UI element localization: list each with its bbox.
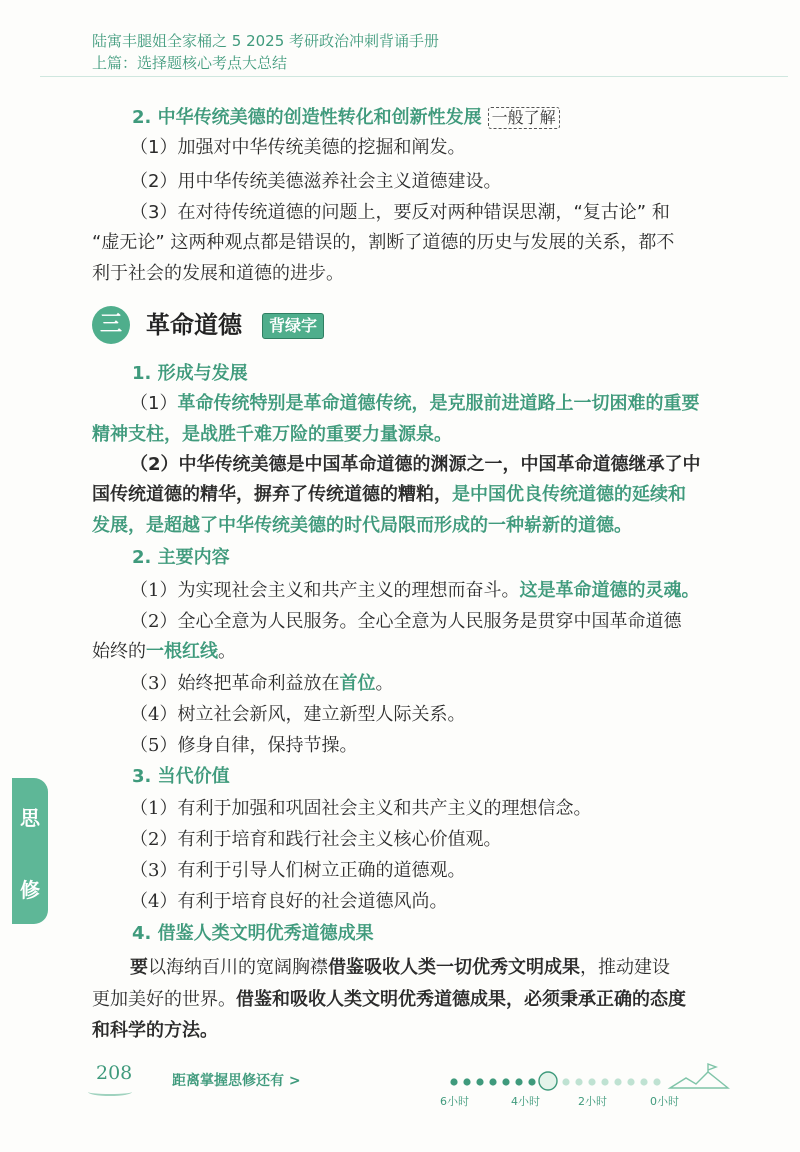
side-tab-char: 思 [20,806,40,830]
header-divider [40,76,788,77]
subsection-1-title: 1. 形成与发展 [132,363,248,384]
list-item: （4）有利于培育良好的社会道德风尚。 [130,891,448,912]
paragraph: （2）用中华传统美德滋养社会主义道德建设。 [130,171,502,192]
progress-dots [450,1078,535,1085]
list-item: 始终的一根红线。 [92,641,236,662]
progress-current-marker [539,1072,557,1090]
list-item: （2）有利于培育和践行社会主义核心价值观。 [130,829,502,850]
list-item: （1）有利于加强和巩固社会主义和共产主义的理想信念。 [130,798,592,819]
header-book-title: 陆寓丰腿姐全家桶之 5 2025 考研政治冲刺背诵手册 [92,32,440,50]
paragraph: 精神支柱，是战胜千难万险的重要力量源泉。 [92,424,452,445]
paragraph: “虚无论” 这两种观点都是错误的，割断了道德的历史与发展的关系，都不 [92,232,675,253]
subsection-4-title: 4. 借鉴人类文明优秀道德成果 [132,923,374,944]
running-header [92,30,439,74]
list-item: （3）有利于引导人们树立正确的道德观。 [130,860,466,881]
list-item: （3）始终把革命利益放在首位。 [130,673,394,694]
memorize-green-badge: 背绿字 [262,313,324,339]
paragraph: 发展，是超越了中华传统美德的时代局限而形成的一种崭新的道德。 [92,515,632,536]
progress-caption: 距离掌握思修还有 > [172,1073,301,1089]
list-item: （5）修身自律，保持节操。 [130,735,358,756]
side-tab-char: 修 [20,878,40,902]
tag-general-understanding: 一般了解 [488,107,560,129]
paragraph: （1）革命传统特别是革命道德传统，是克服前进道路上一切困难的重要 [130,393,700,414]
section-title: 革命道德 [146,311,242,339]
list-item: （2）全心全意为人民服务。全心全意为人民服务是贯穿中国革命道德 [130,611,682,632]
subsection-3-title: 3. 当代价值 [132,766,230,787]
section-number-badge: 三 [92,306,130,344]
side-chapter-tab [12,778,48,924]
subsection-2-title: 2. 中华传统美德的创造性转化和创新性发展 一般了解 [132,104,730,132]
page-number-underline [88,1088,132,1096]
paragraph: 要以海纳百川的宽阔胸襟借鉴吸收人类一切优秀文明成果，推动建设 [130,957,670,978]
paragraph: 更加美好的世界。借鉴和吸收人类文明优秀道德成果，必须秉承正确的态度 [92,989,686,1010]
subsection-2-main-content-title: 2. 主要内容 [132,547,230,568]
paragraph: 利于社会的发展和道德的进步。 [92,263,344,284]
progress-tick-label: 4小时 [511,1095,540,1108]
mountain-flag-icon [670,1064,728,1088]
progress-tick-label: 2小时 [578,1095,607,1108]
paragraph: 和科学的方法。 [92,1020,218,1041]
paragraph: （1）加强对中华传统美德的挖掘和阐发。 [130,137,466,158]
header-part-title: 上篇：选择题核心考点大总结 [92,54,288,72]
progress-tick-label: 6小时 [440,1095,469,1108]
list-item: （1）为实现社会主义和共产主义的理想而奋斗。这是革命道德的灵魂。 [130,580,700,601]
paragraph: （3）在对待传统道德的问题上，要反对两种错误思潮，“复古论” 和 [130,202,670,223]
list-item: （4）树立社会新风，建立新型人际关系。 [130,704,466,725]
paragraph: （2）中华传统美德是中国革命道德的渊源之一，中国革命道德继承了中 [130,454,701,475]
progress-tick-label: 0小时 [650,1095,679,1108]
paragraph: 国传统道德的精华，摒弃了传统道德的糟粕，是中国优良传统道德的延续和 [92,484,686,505]
page-number: 208 [96,1062,133,1084]
